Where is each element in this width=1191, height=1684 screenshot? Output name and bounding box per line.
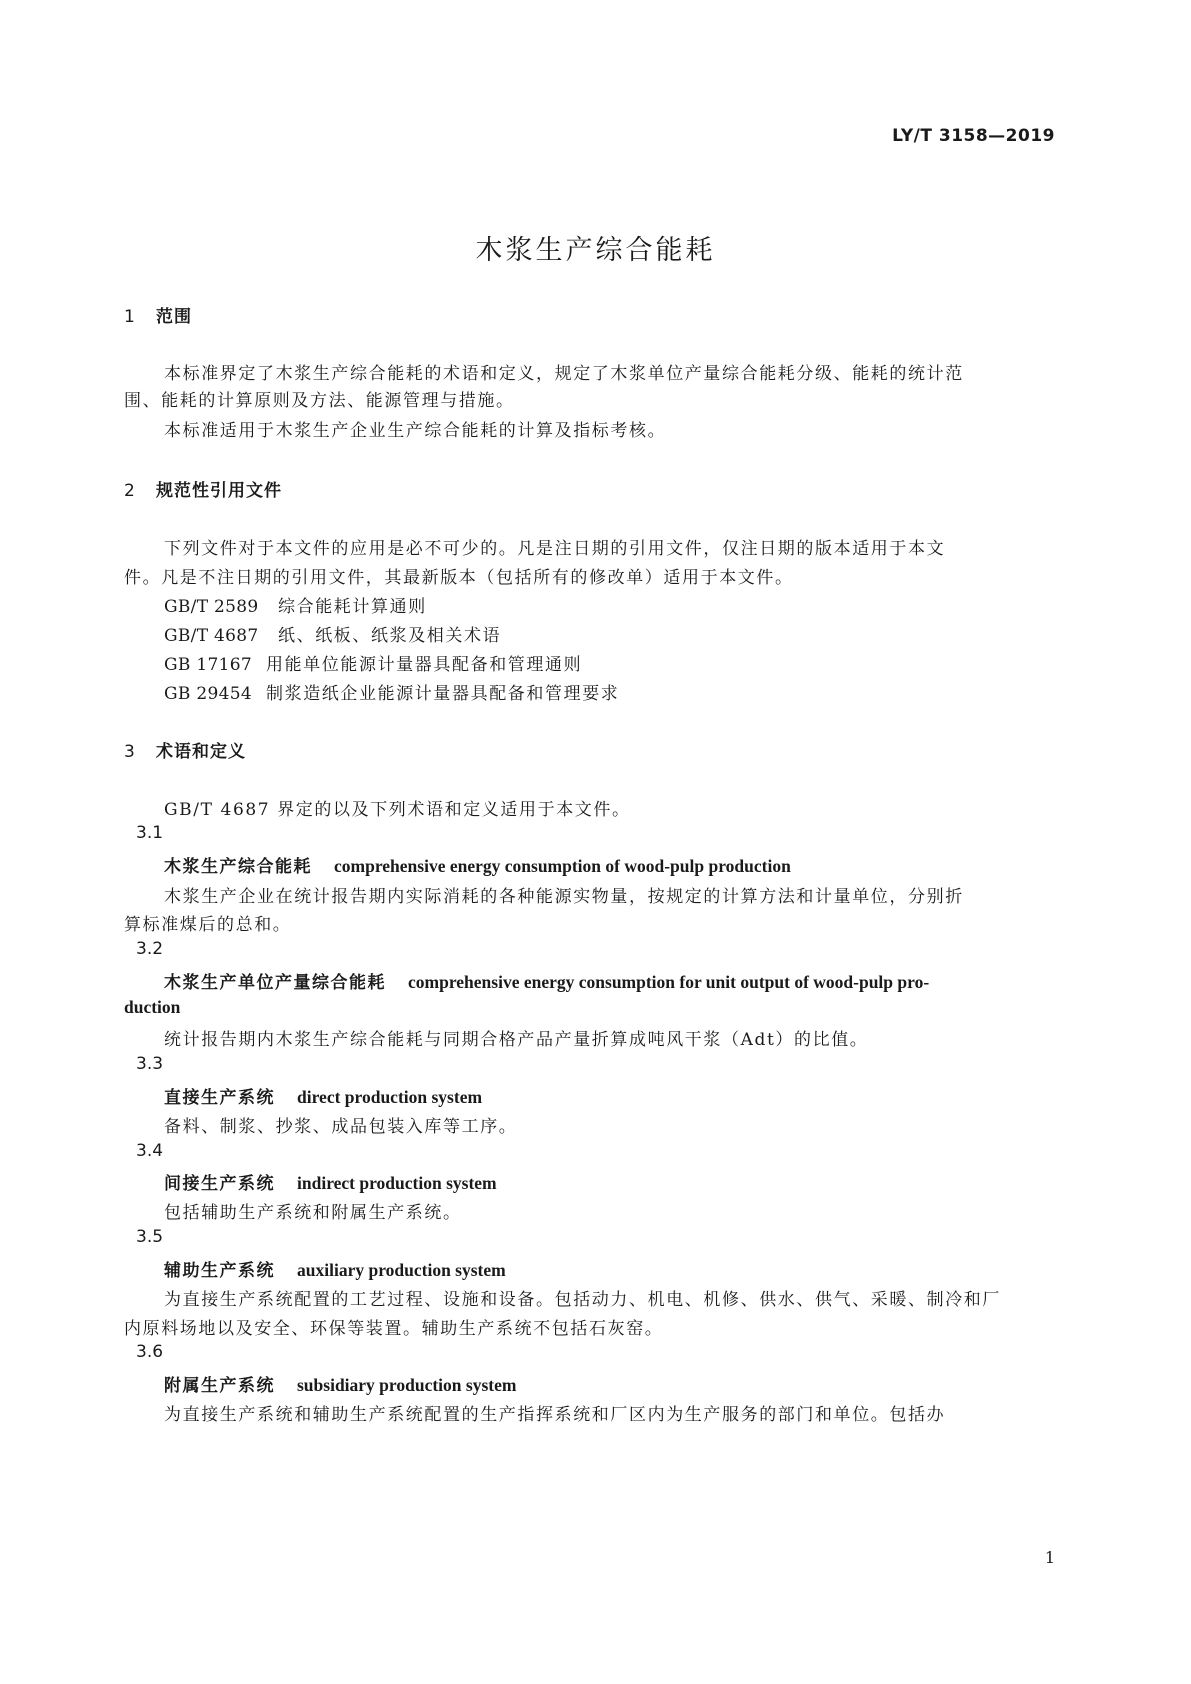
term-heading — [164, 1169, 497, 1194]
section-2-heading — [124, 476, 282, 501]
term-english: subsidiary production system — [297, 1375, 517, 1395]
section-1-heading — [124, 302, 192, 327]
section-title: 范围 — [156, 307, 192, 327]
term-english: comprehensive energy consumption of wood-pulp production — [334, 856, 791, 876]
term-chinese: 木浆生产综合能耗 — [164, 857, 312, 877]
reference-item — [164, 679, 619, 704]
section-title: 规范性引用文件 — [156, 481, 282, 501]
clause-number: 3.1 — [136, 823, 164, 843]
clause-number: 3.2 — [136, 939, 164, 959]
reference-title: 制浆造纸企业能源计量器具配备和管理要求 — [266, 684, 620, 704]
clause-number: 3.4 — [136, 1141, 164, 1161]
standard-number: LY/T 3158—2019 — [892, 126, 1055, 146]
term-heading — [164, 1371, 516, 1396]
term-definition: 备料、制浆、抄浆、成品包装入库等工序。 — [164, 1117, 518, 1137]
section-number: 2 — [124, 481, 136, 501]
reference-title: 用能单位能源计量器具配备和管理通则 — [266, 655, 583, 675]
reference-code: GB/T 2589 — [164, 597, 259, 617]
term-english-continued — [124, 997, 180, 1018]
term-definition: 为直接生产系统配置的工艺过程、设施和设备。包括动力、机电、机修、供水、供气、采暖、制冷和厂 — [164, 1290, 1001, 1310]
term-heading — [164, 968, 929, 993]
term-chinese: 附属生产系统 — [164, 1376, 275, 1396]
term-english: indirect production system — [297, 1173, 497, 1193]
paragraph: 件。凡是不注日期的引用文件，其最新版本（包括所有的修改单）适用于本文件。 — [124, 568, 794, 588]
term-definition: 为直接生产系统和辅助生产系统配置的生产指挥系统和厂区内为生产服务的部门和单位。包括办 — [164, 1405, 946, 1425]
section-number: 3 — [124, 742, 136, 762]
reference-item — [164, 650, 582, 675]
reference-code: GB 29454 — [164, 684, 252, 704]
reference-code: GB 17167 — [164, 655, 252, 675]
section-title: 术语和定义 — [156, 742, 246, 762]
document-title: 木浆生产综合能耗 — [475, 235, 716, 266]
clause-number: 3.3 — [136, 1054, 164, 1074]
term-definition: 木浆生产企业在统计报告期内实际消耗的各种能源实物量，按规定的计算方法和计量单位，分别折 — [164, 887, 964, 907]
term-definition: 算标准煤后的总和。 — [124, 915, 292, 935]
term-english: duction — [124, 997, 181, 1017]
clause-number: 3.6 — [136, 1342, 164, 1362]
page-number: 1 — [1044, 1548, 1055, 1567]
reference-code: GB/T 4687 — [164, 626, 259, 646]
term-chinese: 间接生产系统 — [164, 1174, 275, 1194]
reference-title: 综合能耗计算通则 — [278, 597, 427, 617]
reference-item — [164, 592, 427, 617]
term-heading — [164, 852, 791, 877]
paragraph: GB/T 4687 界定的以及下列术语和定义适用于本文件。 — [164, 800, 631, 820]
term-english: direct production system — [297, 1087, 483, 1107]
term-chinese: 直接生产系统 — [164, 1088, 275, 1108]
term-definition: 内原料场地以及安全、环保等装置。辅助生产系统不包括石灰窑。 — [124, 1319, 664, 1339]
term-definition: 包括辅助生产系统和附属生产系统。 — [164, 1203, 462, 1223]
section-3-heading — [124, 737, 246, 762]
paragraph: 本标准界定了木浆生产综合能耗的术语和定义，规定了木浆单位产量综合能耗分级、能耗的统计范 — [164, 364, 964, 384]
term-chinese: 辅助生产系统 — [164, 1261, 275, 1281]
term-definition: 统计报告期内木浆生产综合能耗与同期合格产品产量折算成吨风干浆（Adt）的比值。 — [164, 1030, 869, 1050]
section-number: 1 — [124, 307, 136, 327]
term-english: auxiliary production system — [297, 1260, 506, 1280]
reference-item — [164, 621, 501, 646]
paragraph: 本标准适用于木浆生产企业生产综合能耗的计算及指标考核。 — [164, 421, 667, 441]
term-english: comprehensive energy consumption for unit output of wood-pulp pro- — [408, 972, 930, 992]
term-heading — [164, 1083, 482, 1108]
term-chinese: 木浆生产单位产量综合能耗 — [164, 973, 386, 993]
paragraph: 围、能耗的计算原则及方法、能源管理与措施。 — [124, 391, 515, 411]
paragraph: 下列文件对于本文件的应用是必不可少的。凡是注日期的引用文件，仅注日期的版本适用于本文 — [164, 539, 946, 559]
clause-number: 3.5 — [136, 1227, 164, 1247]
reference-title: 纸、纸板、纸浆及相关术语 — [278, 626, 502, 646]
term-heading — [164, 1256, 506, 1281]
